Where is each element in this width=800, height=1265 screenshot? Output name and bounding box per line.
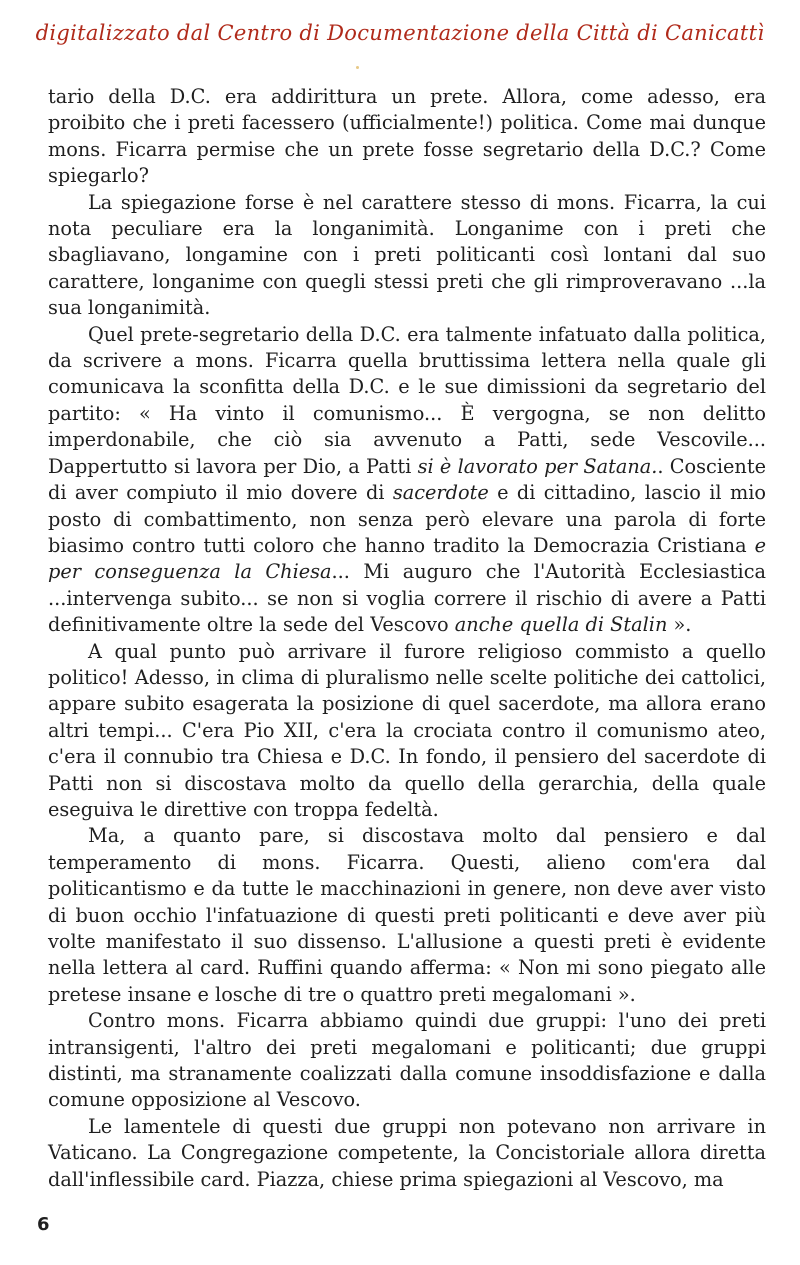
text-run: . Cosciente di aver compiuto il mio dovere di	[48, 454, 766, 505]
italic-text: si è lavorato per Satana.	[417, 454, 658, 478]
italic-text: sacerdote	[392, 481, 489, 505]
paragraph	[48, 1114, 766, 1193]
page-number: 6	[37, 1214, 50, 1235]
watermark-text: digitalizzato dal Centro di Documentazione della Città di Canicattì	[35, 21, 765, 45]
paragraph	[48, 84, 766, 190]
text-run: A qual punto può arrivare il furore religioso commisto a quello politico! Adesso, in clima di pluralismo nelle scelte politiche dei cattolici, appare subito esagerata la posizione di quel sacerdote, ma allora erano altri tempi... C'era Pio XII, c'era la crociata contro il comunismo ateo, c'era il connubio tra Chiesa e D.C. In fondo, il pensiero del sacerdote di Patti non si discostava molto da quello della gerarchia, della quale eseguiva le direttive con troppa fedeltà.	[48, 639, 766, 821]
text-run: ... Mi auguro che l'Autorità Ecclesiastica ...intervenga subito... se non si voglia correre il rischio di avere a Patti definitivamente oltre la sede del Vescovo	[48, 560, 766, 637]
digitization-watermark	[0, 4, 800, 62]
paragraph	[48, 190, 766, 322]
text-run: Quel prete-segretario della D.C. era talmente infatuato dalla politica, da scrivere a mons. Ficarra quella bruttissima lettera nella quale gli comunicava la sconfitta della D.C. e le sue dimissioni da segretario del partito: « Ha vinto il comunismo... È vergogna, se non delitto imperdonabile, che ciò sia avvenuto a Patti, sede Vescovile... Dappertutto si lavora per Dio, a Patti	[48, 322, 766, 478]
text-run: La spiegazione forse è nel carattere stesso di mons. Ficarra, la cui nota peculiare era la longanimità. Longanime con i preti che sbagliavano, longamine con i preti politicanti così lontani dal suo carattere, longanime con quegli stessi preti che gli rimproveravano ...la sua longanimità.	[48, 190, 766, 320]
text-run: ».	[667, 613, 692, 637]
paragraph	[48, 1008, 766, 1114]
text-run: e di cittadino, lascio il mio posto di combattimento, non senza però elevare una parola di forte biasimo contro tutti coloro che hanno tradito la Democrazia Cristiana	[48, 481, 767, 557]
text-run: Le lamentele di questi due gruppi non potevano non arrivare in Vaticano. La Congregazione competente, la Concistoriale allora diretta dall'inflessibile card. Piazza, chiese prima spiegazioni al Vescovo, ma	[48, 1114, 766, 1191]
page-body	[48, 84, 766, 1193]
paragraph	[48, 322, 766, 639]
text-run: Contro mons. Ficarra abbiamo quindi due gruppi: l'uno dei preti intransigenti, l'altro dei preti megalomani e politicanti; due gruppi distinti, ma stranamente coalizzati dalla comune insoddisfazione e dalla comune opposizione al Vescovo.	[48, 1009, 766, 1112]
italic-text: anche quella di Stalin	[454, 613, 668, 637]
text-run: tario della D.C. era addirittura un prete. Allora, come adesso, era proibito che i preti facessero (ufficialmente!) politica. Come mai dunque mons. Ficarra permise che un prete fosse segretario della D.C.? Come spiegarlo?	[48, 85, 766, 188]
text-run: Ma, a quanto pare, si discostava molto dal pensiero e dal temperamento di mons. Ficarra. Questi, alieno com'era dal politicantismo e da tutte le macchinazioni in genere, non deve aver visto di buon occhio l'infatuazione di questi preti politicanti e deve aver più volte manifestato il suo dissenso. L'allusione a questi preti è evidente nella lettera al card. Ruffini quando afferma: « Non mi sono piegato alle pretese insane e losche di tre o quattro preti megalomani ».	[48, 824, 766, 1006]
italic-text: e per conseguenza la Chiesa	[48, 533, 766, 584]
speck-mark	[356, 66, 359, 69]
paragraph	[48, 823, 766, 1008]
paragraph	[48, 639, 766, 824]
